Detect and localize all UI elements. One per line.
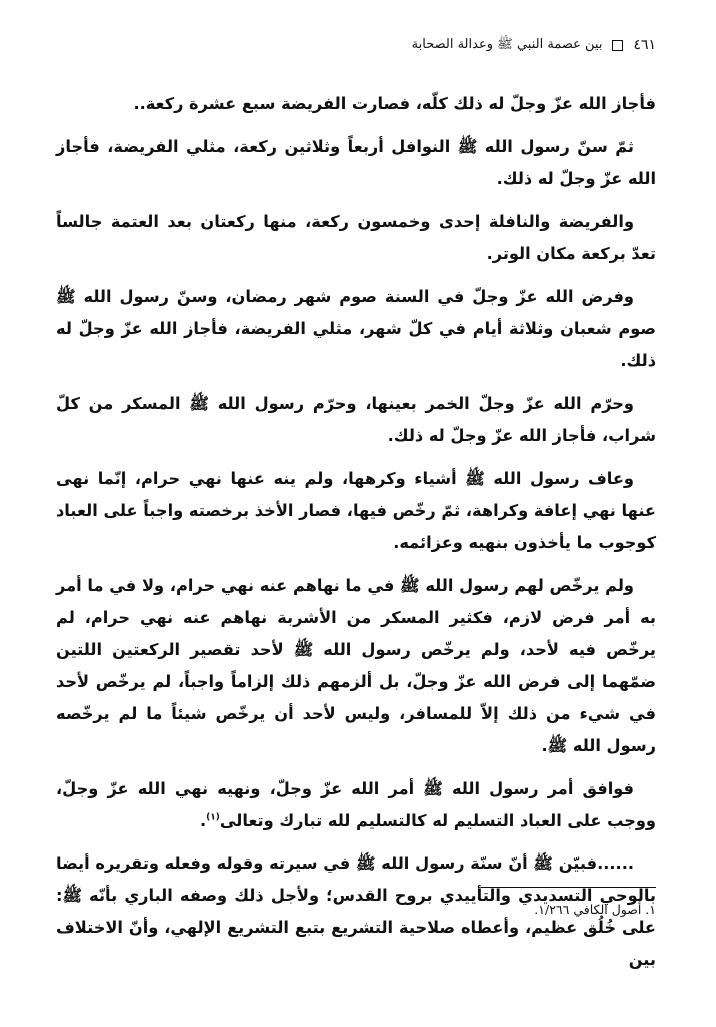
paragraph-7: ولم يرخّص لهم رسول الله ﷺ في ما نهاهم عنه نهي حرام، ولا في ما أمر به أمر فرض لازم، فكثير المسكر من الأشربة نهاهم عنه نهي حرام، لم يرخّص فيه لأحد، ولم يرخّص رسول الله ﷺ لأحد تقصير الركعتين اللتين ضمّهما إلى فرض الله عزّ وجلّ، بل ألزمهم ذلك إلزاماً واجباً، لم يرخّص لأحد في شيء من ذلك إلاّ للمسافر، وليس لأحد أن يرخّص شيئاً ما لم يرخّصه رسول الله ﷺ. — [56, 576, 656, 755]
square-separator-icon — [612, 40, 623, 51]
paragraph-4: وفرض الله عزّ وجلّ في السنة صوم شهر رمضان، وسنّ رسول الله ﷺ صوم شعبان وثلاثة أيام في كلّ شهر، مثلي الفريضة، فأجاز الله عزّ وجلّ له ذلك. — [56, 287, 656, 370]
paragraph-8: فوافق أمر رسول الله ﷺ أمر الله عزّ وجلّ، ونهيه نهي الله عزّ وجلّ، ووجب على العباد التسليم له كالتسليم لله تبارك وتعالى$^{(١)}$. — [56, 779, 656, 830]
paragraph-3: والفريضة والنافلة إحدى وخمسون ركعة، منها ركعتان بعد العتمة جالساً تعدّ بركعة مكان الوتر. — [56, 212, 656, 263]
paragraph-5: وحرّم الله عزّ وجلّ الخمر بعينها، وحرّم رسول الله ﷺ المسكر من كلّ شراب، فأجاز الله عزّ وجلّ له ذلك. — [56, 394, 656, 445]
main-text — [56, 88, 656, 987]
footnote-marker: (١) — [206, 812, 220, 823]
paragraph-9: ......فبيّن ﷺ أنّ سنّة رسول الله ﷺ في سيرته وقوله وفعله وتقريره أيضا بالوحي التسديدي والتأييدي بروح القدس؛ ولأجل ذلك وصفه الباري بأنّه ﷺ: على خُلُق عظيم، وأعطاه صلاحية التشريع بتبع التشريع الإلهي، وأنّ الاختلاف بين — [56, 854, 656, 969]
page-number: ٤٦١ — [633, 37, 656, 53]
footnote-divider — [481, 887, 656, 888]
paragraph-8-text: فوافق أمر رسول الله ﷺ أمر الله عزّ وجلّ، ونهيه نهي الله عزّ وجلّ، ووجب على العباد التسليم له كالتسليم لله تبارك وتعالى — [56, 779, 656, 830]
running-title: بين عصمة النبي ﷺ وعدالة الصحابة — [411, 36, 603, 52]
paragraph-1: فأجاز الله عزّ وجلّ له ذلك كلّه، فصارت الفريضة سبع عشرة ركعة.. — [133, 94, 656, 113]
footnote: ١. أصول الكافي ١/٢٦٦. — [534, 902, 656, 917]
running-head — [56, 34, 656, 56]
paragraph-6: وعاف رسول الله ﷺ أشياء وكرهها، ولم ينه عنها نهي حرام، إنّما نهى عنها نهي إعافة وكراهة، ثمّ رخّص فيها، فصار الأخذ برخصته واجباً على العباد كوجوب ما يأخذون بنهيه وعزائمه. — [56, 469, 656, 552]
book-page — [56, 0, 656, 1027]
paragraph-2: ثمّ سنّ رسول الله ﷺ النوافل أربعاً وثلاثين ركعة، مثلي الفريضة، فأجاز الله عزّ وجلّ له ذلك. — [56, 137, 656, 188]
